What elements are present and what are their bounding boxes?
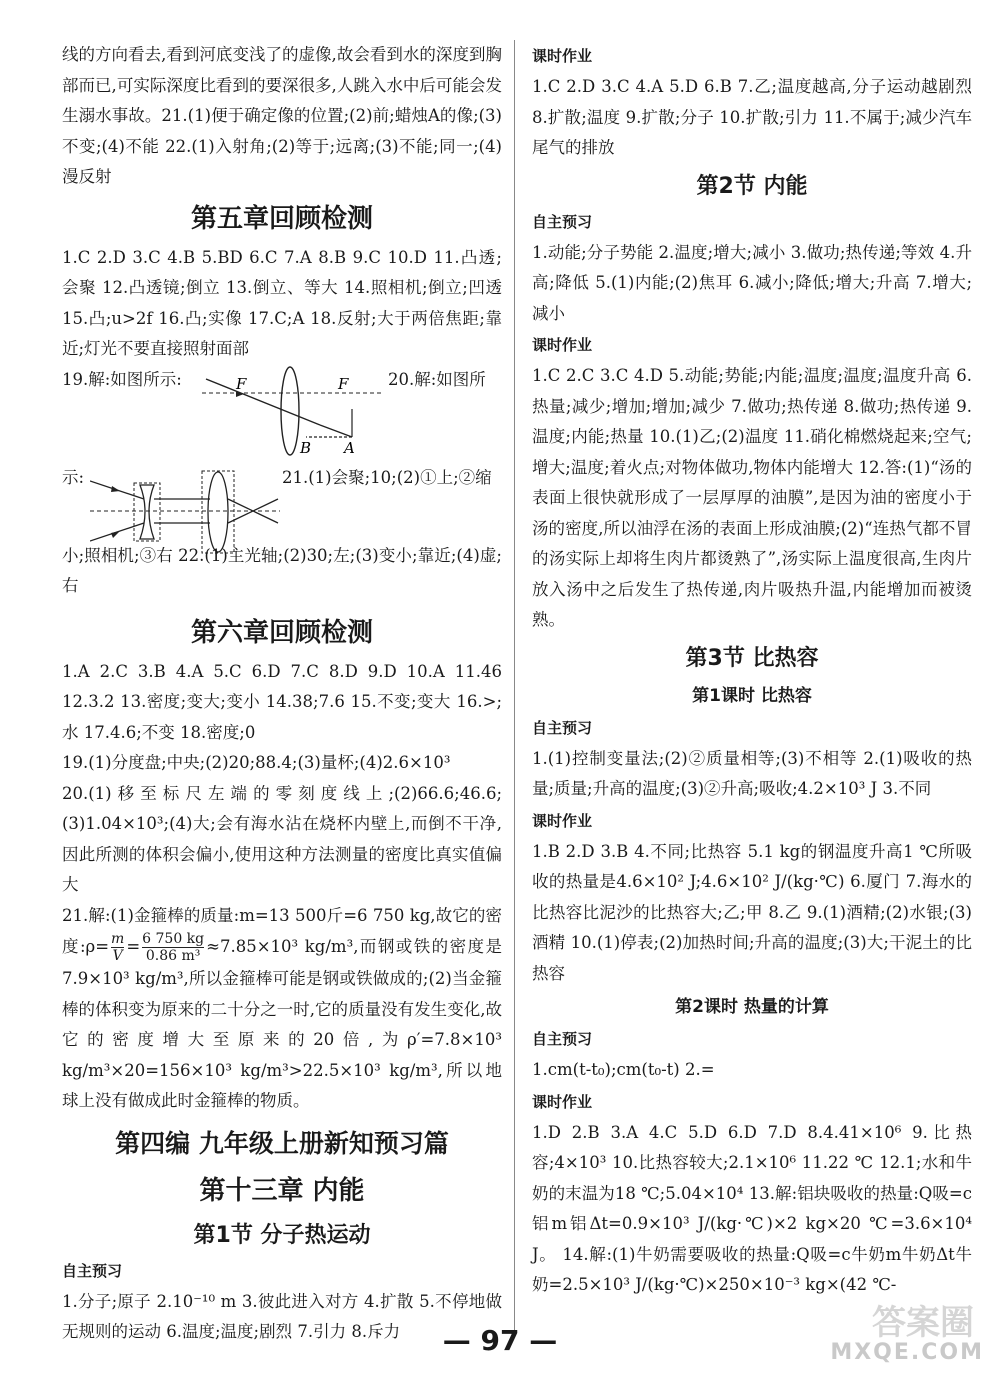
lesson2-homework-answers: 1.D 2.B 3.A 4.C 5.D 6.D 7.D 8.4.41×10⁶ 9.比热容;4×10³ 10.比热容较大;2.1×10⁶ 11.22 ℃ 12.1;水和牛奶的末温为18 ℃;5.04×10⁴ 13.解:铝块吸收的热量:Q吸=c铝m铝Δt=0.9×10³ J/(kg·℃)×2 kg×20 ℃=3.6×10⁴ J。 14.解:(1)牛奶需要吸收的热量:Q吸=c牛奶m牛奶Δt牛奶=2.5×10³ J/(kg·℃)×250×10⁻³ kg×(42 ℃- [532,1122,972,1294]
page-number: — 97 — [442,1324,558,1357]
density-solution-start: 21.解:(1)金箍棒的质量:m=13 500斤=6 750 kg,故它的密度:ρ= [62,905,502,956]
chapter5-tail: 小;照相机;③右 22.(1)主光轴;(2)30;左;(3)变小;靠近;(4)虚;右 [62,545,502,595]
convex-lens-diagram [202,365,382,457]
fraction2-numerator: 6 750 kg [142,931,205,947]
lesson1-preview-label: 自主预习 [532,718,593,737]
left-column [62,40,502,1348]
chapter5-title: 第五章回顾检测 [190,203,373,234]
intro-paragraph: 线的方向看去,看到河底变浅了的虚像,故会看到水的深度到胸部而已,可实际深度比看到的要深很多,人跳入水中后可能会发生溺水事故。21.(1)便于确定像的位置;(2)前;蜡烛A的像;(3)不变;(4)不能 22.(1)入射角;(2)等于;远离;(3)不能;同一;(4)漫反射 [62,45,502,186]
chapter6-answers-3: 20.(1)移至标尺左端的零刻度线上;(2)66.6;46.6;(3)1.04×10³;(4)大;会有海水沾在烧杯内壁上,而倒不干净,因此所测的体积会偏小,使用这种方法测量的密度比真实值偏大 [62,783,502,894]
section2-title: 第2节 内能 [696,173,808,199]
point-b-label: B [300,438,312,457]
fraction2-denominator: 0.86 m³ [145,948,201,964]
section2-homework-answers: 1.C 2.C 3.C 4.D 5.动能;势能;内能;温度;温度;温度升高 6.热量;减少;增加;增加;减少 7.做功;热传递 8.做功;热传递 9.温度;内能;热量 10.(1)乙;(2)温度 11.硝化棉燃烧起来;空气;增大;温度;着火点;对物体做功,物体内能增大 12.答:(1)“汤的表面上很快就形成了一层厚厚的油膜”,是因为油的密度小于汤的密度,所以油浮在汤的表面上形成油膜;(2)“连热气都不冒的汤实际上却将生肉片都烫熟了”,汤实际上温度很高,生肉片放入汤中之后发生了热传递,肉片吸热升温,内能增加而被烫熟。 [532,366,972,629]
fraction-denominator: V [112,948,123,964]
section1-homework-answers: 1.C 2.D 3.C 4.A 5.D 6.B 7.乙;温度越高,分子运动越剧烈 8.扩散;温度 9.扩散;分子 10.扩散;引力 11.不属于;减少汽车尾气的排放 [532,77,972,157]
focal-point-left-label: F [236,374,247,393]
chapter6-answers-1: 1.A 2.C 3.B 4.A 5.C 6.D 7.C 8.D 9.D 10.A 11.46 12.3.2 13.密度;变大;变小 14.38;7.6 15.不变;变大 16.>;水 17.4.6;不变 18.密度;0 [62,661,502,742]
section2-preview-label: 自主预习 [532,212,593,231]
watermark-logo [784,1295,984,1365]
point-a-label: A [344,438,355,457]
section1-homework-label: 课时作业 [532,47,593,65]
density-solution-rest: ≈7.85×10³ kg/m³,而钢或铁的密度是7.9×10³ kg/m³,所以金箍棒可能是钢或铁做成的;(2)当金箍棒的体积变为原来的二十分之一时,它的质量没有发生变化,故它的密度增大至原来的20倍,为ρ′=7.8×10³ kg/m³×20=156×10³ kg/m³>22.5×10³ kg/m³,所以地球上没有做成此时金箍棒的物质。 [62,937,502,1110]
watermark-big-text: 答案圈 [872,1303,974,1343]
fraction-numerator: m [111,931,125,947]
question21-part1: 21.(1)会聚;10;(2)①上;②缩 [282,467,492,487]
chapter13-title: 第十三章 内能 [199,1175,365,1206]
figure20-row [62,457,502,607]
lesson1-title: 第1课时 比热容 [692,685,812,706]
lesson2-preview-answers: 1.cm(t-t₀);cm(t₀-t) 2.= [532,1060,715,1079]
chapter6-answers-2: 19.(1)分度盘;中央;(2)20;88.4;(3)量杯;(4)2.6×10³ [62,753,451,772]
column-divider [514,40,515,1330]
figure20-continued: 示: [62,467,85,487]
lesson2-homework-label: 课时作业 [532,1092,593,1111]
lesson1-homework-answers: 1.B 2.D 3.B 4.不同;比热容 5.1 kg的钢温度升高1 ℃所吸收的热量是4.6×10² J;4.6×10² J/(kg·℃) 6.厦门 7.海水的比热容比泥沙的比热容大;乙;甲 8.乙 9.(1)酒精;(2)水银;(3)酒精 10.(1)停表;(2)加热时间;升高的温度;(3)大;干泥土的比热容 [532,841,972,983]
density-fraction [111,931,124,964]
lesson1-preview-answers: 1.(1)控制变量法;(2)②质量相等;(3)不相等 2.(1)吸收的热量;质量;升高的温度;(3)②升高;吸收;4.2×10³ J 3.不同 [532,748,972,798]
section1-preview-answers: 1.分子;原子 2.10⁻¹⁰ m 3.彼此进入对方 4.扩散 5.不停地做无规则的运动 6.温度;温度;剧烈 7.引力 8.斥力 [62,1291,502,1341]
section2-homework-label: 课时作业 [532,336,593,354]
figure19-label: 19.解:如图所示: [62,369,182,389]
part4-title: 第四编 九年级上册新知预习篇 [115,1128,449,1158]
figure20-label: 20.解:如图所 [388,369,486,389]
section1-preview-label: 自主预习 [62,1261,123,1280]
focal-point-right-label: F [338,374,349,393]
right-column [532,40,972,1301]
density-value-fraction [142,931,204,964]
section3-title: 第3节 比热容 [685,645,819,671]
chapter6-title: 第六章回顾检测 [190,617,373,648]
section2-preview-answers: 1.动能;分子势能 2.温度;增大;减小 3.做功;热传递;等效 4.升高;降低 5.(1)内能;(2)焦耳 6.减小;降低;增大;升高 7.增大;减小 [532,242,972,323]
lesson1-homework-label: 课时作业 [532,811,593,830]
chapter6-answers-4: 21.解:(1)金箍棒的质量:m=13 500斤=6 750 kg,故它的密度:ρ= $\frac{m}{V}$ = $\frac{6 750 kg}{\text{0.86 m³}}$ ≈7.85×10³ kg/m³,而钢或铁的密度是7.9×10³ kg/m³,所以金箍棒可能是钢或铁做成的;(2)当金箍棒的体积变为原来的二十分之一时,它的质量没有发生变化,故它的密度增大至原来的20倍,为ρ′=7.8×10³ kg/m³×20=156×10³ kg/m³>22.5×10³ kg/m³,所以地球上没有做成此时金箍棒的物质。 [62,905,502,1110]
section1-title: 第1节 分子热运动 [193,1222,371,1248]
figure19-row [62,365,502,457]
lesson2-preview-label: 自主预习 [532,1030,593,1048]
lesson2-title: 第2课时 热量的计算 [675,997,829,1017]
chapter5-answers: 1.C 2.D 3.C 4.B 5.BD 6.C 7.A 8.B 9.C 10.D 11.凸透;会聚 12.凸透镜;倒立 13.倒立、等大 14.照相机;倒立;凹透 15.凸;u>2f 16.凸;实像 17.C;A 18.反射;大于两倍焦距;靠近;灯光不要直接照射面部 [62,247,502,358]
watermark-url: MXQE.COM [830,1340,984,1365]
